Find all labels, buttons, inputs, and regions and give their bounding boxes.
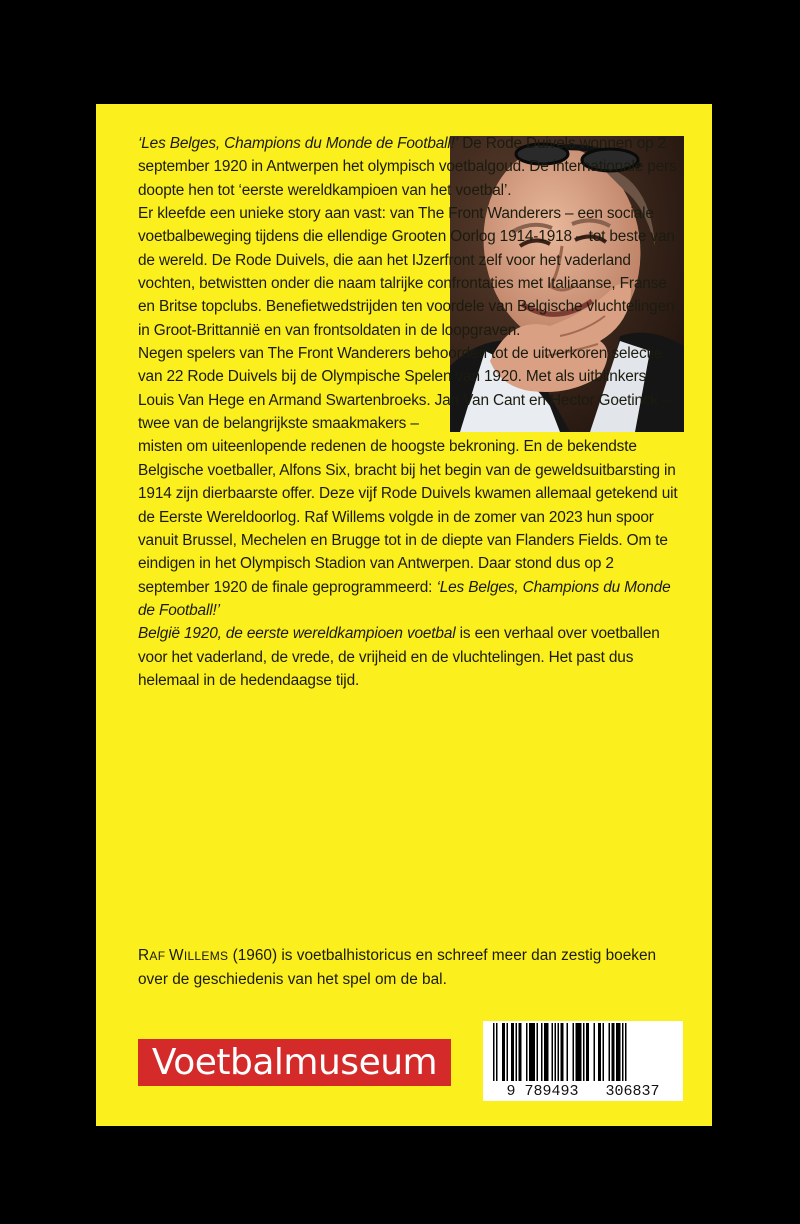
barcode-bar <box>558 1023 560 1081</box>
barcode-bar <box>622 1023 624 1081</box>
barcode-bar <box>616 1023 621 1081</box>
blurb-paragraph-5: België 1920, de eerste wereldkampioen voetbal is een verhaal over voetballen voor het vaderland, de vrede, de vrijheid en de vluchtelingen. Het past dus helemaal in de hedendaagse tijd. <box>138 625 660 689</box>
barcode-bar <box>573 1023 575 1081</box>
book-title: België 1920, de eerste wereldkampioen voetbal <box>138 625 456 643</box>
barcode-bar <box>561 1023 564 1081</box>
barcode-bar <box>576 1023 582 1081</box>
barcode-bar <box>511 1023 514 1081</box>
barcode-bar <box>594 1023 596 1081</box>
barcode-bar <box>625 1023 627 1081</box>
isbn-barcode <box>483 1021 683 1101</box>
barcode-bars <box>483 1021 683 1083</box>
blurb-paragraph-3: Negen spelers van The Front Wanderers behoorden tot de uitverkoren selectie van 22 Rode Duivels bij de Olympische Spelen van 1920. Met als uitblinkers Louis Van Hege en Armand Swartenbroeks. Jan Van Cant en Hector Goetinck – twee van de belangrijkste smaakmakers – <box>138 345 671 433</box>
barcode-bar <box>493 1023 495 1081</box>
barcode-bar <box>609 1023 611 1081</box>
barcode-bar <box>529 1023 535 1081</box>
barcode-bar <box>552 1023 554 1081</box>
barcode-bar <box>544 1023 549 1081</box>
barcode-bar <box>537 1023 539 1081</box>
barcode-bar <box>598 1023 601 1081</box>
barcode-bar <box>507 1023 509 1081</box>
blurb-paragraph-4: misten om uiteenlopende redenen de hoogste bekroning. En de bekendste Belgische voetballer, Alfons Six, bracht bij het begin van de geweldsuitbarsting in 1914 zijn dierbaarste offer. Deze vijf Rode Duivels kwamen allemaal getekend uit de Eerste Wereldoorlog. Raf Willems volgde in de zomer van 2023 hun spoor vanuit Brussel, Mechelen en Brugge tot in de diepte van Flanders Fields. Om te eindigen in het Olympisch Stadion van Antwerpen. Daar stond dus op 2 september 1920 de finale geprogrammeerd: ‘Les Belges, Champions du Monde de Football!’ <box>138 438 678 619</box>
barcode-bar <box>603 1023 605 1081</box>
barcode-bar <box>519 1023 522 1081</box>
author-bio: RAF WILLEMS (1960) is voetbalhistoricus en schreef meer dan zestig boeken over de geschiedenis van het spel om de bal. <box>138 947 657 988</box>
barcode-bar <box>586 1023 589 1081</box>
barcode-bar <box>526 1023 528 1081</box>
back-cover <box>96 104 712 1126</box>
title-quote: ‘Les Belges, Champions du Monde de Football!’ <box>138 578 671 619</box>
author-name: RAF WILLEMS <box>138 947 229 964</box>
barcode-bar <box>555 1023 557 1081</box>
publisher-logo: Voetbalmuseum <box>138 1039 451 1086</box>
barcode-bar <box>583 1023 585 1081</box>
blurb-paragraph-2: Er kleefde een unieke story aan vast: van The Front Wanderers – een sociale voetbalbeweging tijdens die ellendige Grooten Oorlog 1914-1918 – tot beste van de wereld. De Rode Duivels, die aan het IJzerfront zelf voor het vaderland vochten, betwistten onder die naam talrijke confrontaties met Italiaanse, Franse en Britse topclubs. Benefietwedstrijden ten voordele van Belgische vluchtelingen in Groot-Brittannië en van frontsoldaten in de loopgraven. <box>138 205 675 339</box>
blurb-text <box>138 132 686 692</box>
barcode-bar <box>541 1023 543 1081</box>
barcode-bar <box>516 1023 518 1081</box>
barcode-bar <box>612 1023 615 1081</box>
barcode-bar <box>502 1023 505 1081</box>
barcode-bar <box>496 1023 498 1081</box>
title-quote: ‘Les Belges, Champions du Monde de Football!’ <box>138 135 459 152</box>
isbn-number: 9 789493 306837 <box>483 1083 683 1100</box>
barcode-bar <box>567 1023 569 1081</box>
blurb-paragraph-1: ‘Les Belges, Champions du Monde de Football!’ De Rode Duivels wonnen op 2 september 1920 in Antwerpen het olympisch voetbalgoud. De internationale pers doopte hen tot ‘eerste wereldkampioen van het voetbal’. <box>138 135 677 199</box>
